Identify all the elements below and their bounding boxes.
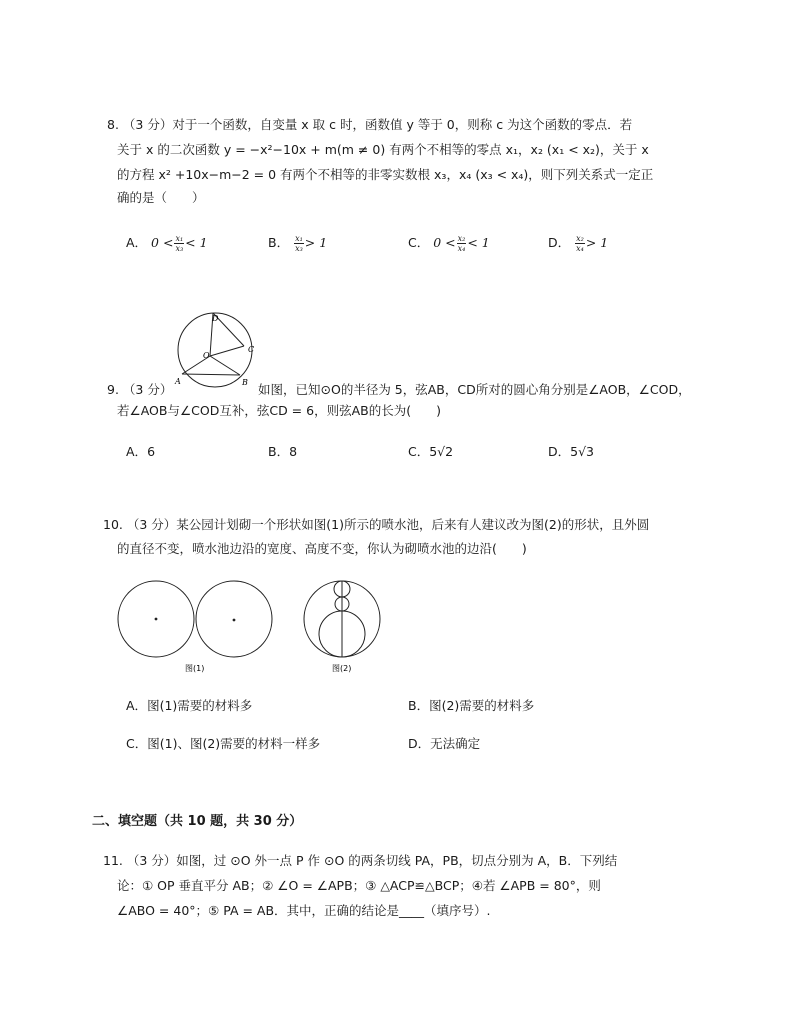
label-d: D: [212, 314, 219, 323]
fig1-caption: 图(1): [185, 664, 205, 673]
q10-option-a[interactable]: A．图(1)需要的材料多: [126, 698, 253, 713]
q8-line-3: 的方程 x² +10x−m−2 = 0 有两个不相等的非零实数根 x₃，x₄ (x₃ < x₄)，则下列关系式一定正: [117, 167, 654, 182]
q8-option-d[interactable]: D． $\frac{\text{x₂}}{\text{x₄}}$ > 1: [548, 234, 609, 253]
fig1-right-center: [233, 619, 236, 622]
q8-option-c[interactable]: C． 0 < $\frac{\text{x₂}}{\text{x₄}}$ < 1: [408, 234, 490, 253]
fraction: $\frac{\text{x₁}}{\text{x₃}}$: [295, 234, 303, 253]
q8-option-b[interactable]: B． $\frac{\text{x₁}}{\text{x₃}}$ > 1: [268, 234, 328, 253]
q9-option-c[interactable]: C．5√2: [408, 444, 454, 459]
q8-line-1: 8. （3 分）对于一个函数，自变量 x 取 c 时，函数值 y 等于 0，则称 c 为这个函数的零点．若: [107, 117, 633, 132]
q9-line-1: 如图，已知⊙O的半径为 5，弦AB，CD所对的圆心角分别是∠AOB，∠COD，: [258, 382, 691, 397]
label-o: O: [203, 351, 210, 360]
q10-line-2: 的直径不变，喷水池边沿的宽度、高度不变，你认为砌喷水池的边沿( ): [117, 541, 527, 556]
q9-line-2: 若∠AOB与∠COD互补，弦CD = 6，则弦AB的长为( ): [117, 403, 441, 418]
q11-line-3: ∠ABO = 40°；⑤ PA = AB．其中，正确的结论是____（填序号）.: [117, 903, 491, 918]
section-title-fill-in: 二、填空题（共 10 题，共 30 分）: [92, 814, 303, 829]
fraction: $\frac{\text{x₂}}{\text{x₄}}$: [576, 234, 584, 253]
fig2-caption: 图(2): [332, 664, 352, 673]
q8-line-2: 关于 x 的二次函数 y = −x²−10x + m(m ≠ 0) 有两个不相等的零点 x₁，x₂ (x₁ < x₂)，关于 x: [117, 142, 649, 157]
q9-option-a[interactable]: A．6: [126, 444, 156, 459]
option-label: C．: [408, 235, 430, 250]
radius-ob: [210, 356, 240, 375]
option-label: B．: [268, 235, 290, 250]
fraction: $\frac{\text{x₁}}{\text{x₃}}$: [175, 234, 184, 253]
q11-line-2: 论：① OP 垂直平分 AB；② ∠O = ∠APB；③ △ACP≌△BCP；④若 ∠APB = 80°，则: [117, 878, 601, 893]
q10-line-1: 10. （3 分）某公园计划砌一个形状如图(1)所示的喷水池，后来有人建议改为图(2)的形状，且外圆: [103, 517, 650, 532]
q10-option-b[interactable]: B．图(2)需要的材料多: [408, 698, 535, 713]
q9-line-1-prefix: 9. （3 分）: [107, 382, 173, 397]
q10-figure-1: [115, 578, 280, 678]
q9-circle-figure: [170, 308, 260, 390]
option-label: D．: [548, 235, 571, 250]
option-label: A．: [126, 235, 148, 250]
radius-oc: [210, 346, 244, 356]
circle-o: [178, 313, 255, 387]
q10-option-c[interactable]: C．图(1)、图(2)需要的材料一样多: [126, 736, 321, 751]
label-c: C: [248, 345, 255, 354]
q8-option-a[interactable]: A． 0 < $\frac{\text{x₁}}{\text{x₃}}$ < 1: [126, 234, 208, 253]
q11-line-1: 11. （3 分）如图，过 ⊙O 外一点 P 作 ⊙O 的两条切线 PA，PB，切点分别为 A，B．下列结: [103, 853, 618, 868]
fig1-left-center: [155, 618, 158, 621]
q9-option-b[interactable]: B．8: [268, 444, 298, 459]
chord-ab: [182, 374, 240, 375]
q10-figure-2: [300, 578, 385, 678]
label-a: A: [175, 377, 181, 386]
fraction: $\frac{\text{x₂}}{\text{x₄}}$: [457, 234, 466, 253]
q9-option-d[interactable]: D．5√3: [548, 444, 595, 459]
q10-option-d[interactable]: D．无法确定: [408, 736, 481, 751]
q8-line-4: 确的是（ ）: [117, 190, 205, 205]
label-b: B: [242, 378, 248, 387]
